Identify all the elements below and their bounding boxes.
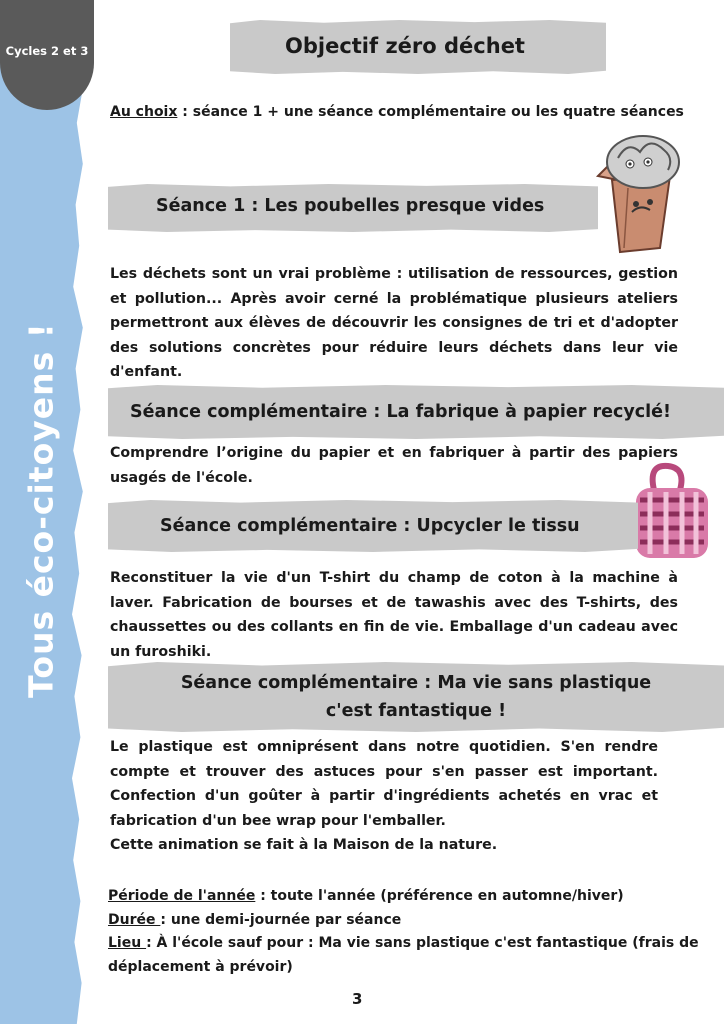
intro-text: : séance 1 + une séance complémentaire ou les quatre séances xyxy=(177,104,684,120)
info-duration-value: : une demi-journée par séance xyxy=(160,911,402,928)
tawashi-illustration xyxy=(626,462,716,564)
intro-label: Au choix xyxy=(110,104,178,120)
session-4-title-line-2: c'est fantastique ! xyxy=(325,701,507,721)
info-duration-label: Durée xyxy=(108,911,161,928)
cycle-label: Cycles 2 et 3 xyxy=(5,44,89,58)
info-period xyxy=(108,885,708,909)
practical-info xyxy=(108,885,708,979)
info-place-label: Lieu xyxy=(108,935,147,951)
session-2-body: Comprendre l’origine du papier et en fabriquer à partir des papiers usagés de l'école. xyxy=(110,445,678,486)
info-place-value: : À l'école sauf pour : Ma vie sans plastique c'est fantastique (frais de déplacement à prévoir) xyxy=(108,935,699,975)
session-3-title: Séance complémentaire : Upcycler le tissu xyxy=(160,516,580,536)
session-4-title-line-1: Séance complémentaire : Ma vie sans plastique xyxy=(180,673,652,693)
info-period-label: Période de l'année xyxy=(108,888,256,904)
page-number: 3 xyxy=(352,990,363,1008)
session-4-paragraph-1: Le plastique est omniprésent dans notre quotidien. S'en rendre compte et trouver des astuces pour s'en passer est important. Confection d'un goûter à partir d'ingrédients achetés en vrac et fabrication d'un bee wrap pour l'emballer. xyxy=(110,739,658,829)
session-3-body: Reconstituer la vie d'un T-shirt du champ de coton à la machine à laver. Fabrication de bourses et de tawashis avec des T-shirts, des chaussettes ou des collants en fin de vie. Emballage d'un cadeau avec un furoshiki. xyxy=(110,570,678,660)
session-4-paragraph-2: Cette animation se fait à la Maison de la nature. xyxy=(110,837,498,853)
intro-line xyxy=(110,104,684,120)
info-duration xyxy=(108,909,708,933)
session-1-body: Les déchets sont un vrai problème : utilisation de ressources, gestion et pollution... Après avoir cerné la problématique plusieurs ateliers permettront aux élèves de découvrir les consignes de tri et d'adopter des solutions concrètes pour réduire leurs déchets dans leur vie d'enfant. xyxy=(110,266,678,380)
info-place xyxy=(108,932,708,979)
vertical-title: Tous éco-citoyens ! xyxy=(21,322,61,698)
trash-bin-illustration xyxy=(588,128,690,258)
page-title: Objectif zéro déchet xyxy=(285,34,525,58)
session-2-title: Séance complémentaire : La fabrique à papier recyclé! xyxy=(130,402,671,422)
info-period-value: : toute l'année (préférence en automne/hiver) xyxy=(255,888,624,904)
session-4-body xyxy=(110,735,658,858)
session-1-title: Séance 1 : Les poubelles presque vides xyxy=(156,196,545,216)
